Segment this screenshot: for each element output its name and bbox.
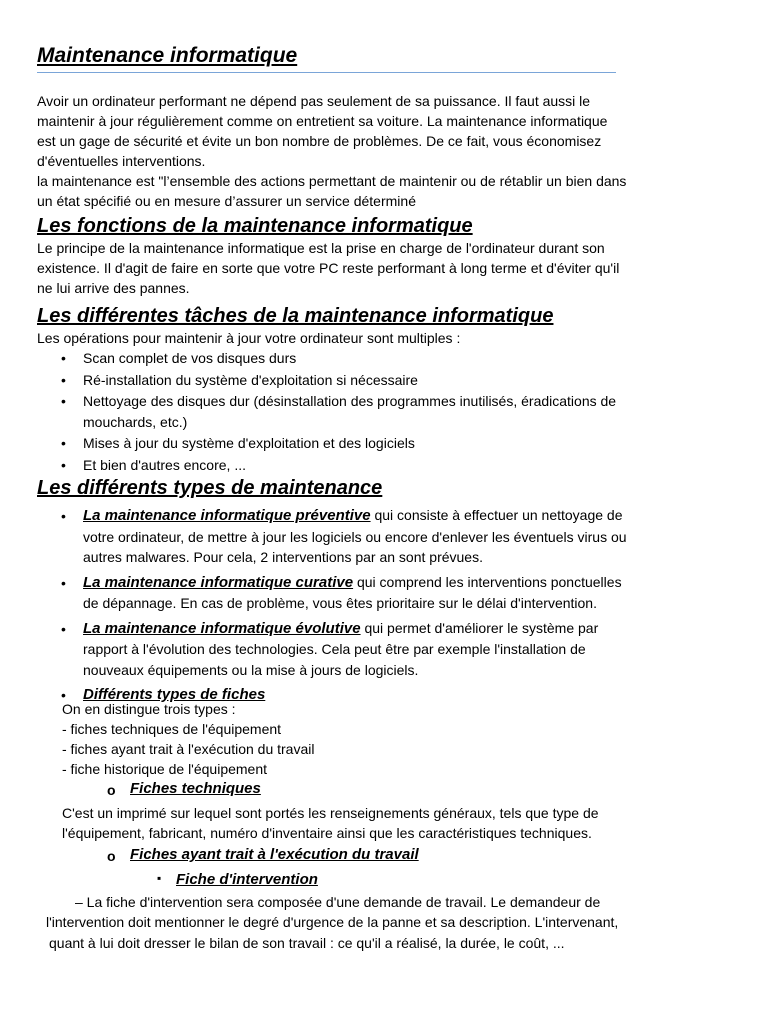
section-tasks: [37, 304, 727, 476]
list-item-curative: [37, 572, 727, 614]
tasks-list: [37, 348, 727, 475]
section-types: [37, 476, 727, 710]
list-item: • Et bien d'autres encore, ...: [37, 455, 727, 476]
fiches-intro: On en distingue trois types :: [62, 701, 236, 717]
functions-line: existence. Il d'agit de faire en sorte que votre PC reste performant à long terme et d'éviter qu'il: [37, 260, 620, 276]
preventive-text: votre ordinateur, de mettre à jour les logiciels ou encore d'enlever les éventuels virus ou: [83, 528, 627, 545]
preventive-text: qui consiste à effectuer un nettoyage de: [370, 507, 623, 523]
curative-text: de dépannage. En cas de problème, vous êtes prioritaire sur le délai d'intervention.: [83, 595, 597, 611]
fiche-intervention-text: l'intervention doit mentionner le degré d'urgence de la panne et sa description. L'intervenant,: [46, 914, 619, 930]
types-list: [37, 505, 727, 706]
functions-line: Le principe de la maintenance informatique est la prise en charge de l'ordinateur durant son: [37, 240, 605, 256]
circle-bullet-icon: o: [107, 848, 116, 864]
fiches-item: - fiche historique de l'équipement: [62, 761, 268, 777]
fiches-techniques-heading: Fiches techniques: [130, 780, 261, 797]
list-item: • Ré-installation du système d'exploitation si nécessaire: [37, 370, 727, 391]
intro-line: est un gage de sécurité et évite un bon nombre de problèmes. De ce fait, vous économisez: [37, 133, 602, 149]
intro-line: la maintenance est "l’ensemble des actions permettant de maintenir ou de rétablir un bien dans: [37, 173, 627, 189]
fiche-intervention-text: quant à lui doit dresser le bilan de son travail : ce qu'il a réalisé, la durée, le coût, ...: [49, 935, 565, 951]
evolutive-text: rapport à l'évolution des technologies. Cela peut être par exemple l'installation de: [83, 641, 586, 657]
circle-bullet-icon: o: [107, 782, 116, 798]
section-heading: Les différentes tâches de la maintenance informatique: [37, 305, 554, 327]
list-item: • Mises à jour du système d'exploitation et des logiciels: [37, 433, 727, 454]
term-evolutive: La maintenance informatique évolutive: [83, 619, 361, 637]
list-item-preventive: [37, 505, 727, 568]
intro-line: maintenir à jour régulièrement comme on entretient sa voiture. La maintenance informatique: [37, 113, 608, 129]
list-item-text: Nettoyage des disques dur (désinstallation des programmes inutilisés, éradications de: [83, 393, 617, 409]
intro-paragraph: [37, 91, 727, 211]
section-functions: [37, 214, 727, 298]
tasks-intro: Les opérations pour maintenir à jour votre ordinateur sont multiples :: [37, 330, 461, 346]
fiches-execution-heading: Fiches ayant trait à l'exécution du travail: [130, 846, 419, 863]
evolutive-text: nouveaux équipements ou la mise à jours de logiciels.: [83, 661, 419, 678]
list-item-evolutive: [37, 618, 727, 681]
page-title: Maintenance informatique: [37, 44, 298, 67]
fiches-techniques-text: C'est un imprimé sur lequel sont portés les renseignements généraux, tels que type de: [62, 805, 599, 821]
fiches-techniques-text: l'équipement, fabricant, numéro d'inventaire ainsi que les caractéristiques techniques.: [62, 825, 592, 841]
intro-line: un état spécifié ou en mesure d’assurer un service déterminé: [37, 193, 416, 209]
preventive-text: autres malwares. Pour cela, 2 interventions par an sont prévues.: [83, 549, 483, 565]
term-preventive: La maintenance informatique préventive: [83, 507, 371, 524]
term-curative: La maintenance informatique curative: [83, 573, 354, 591]
evolutive-text: qui permet d'améliorer le système par: [360, 619, 599, 636]
intro-line: d'éventuelles interventions.: [37, 153, 206, 169]
list-item-text-cont: mouchards, etc.): [83, 413, 188, 430]
fiche-intervention-heading: Fiche d'intervention: [176, 871, 318, 888]
functions-line: ne lui arrive des pannes.: [37, 280, 190, 296]
square-bullet-icon: ▪: [157, 871, 162, 885]
fiches-item: - fiches techniques de l'équipement: [62, 721, 282, 737]
title-underline-rule: [37, 72, 616, 73]
section-heading: Les fonctions de la maintenance informatique: [37, 215, 473, 237]
term-fiches: Différents types de fiches: [83, 686, 266, 703]
list-item: [37, 391, 727, 432]
intro-line: Avoir un ordinateur performant ne dépend pas seulement de sa puissance. Il faut aussi le: [37, 93, 591, 109]
fiches-item: - fiches ayant trait à l'exécution du travail: [62, 741, 315, 757]
fiche-intervention-text: – La fiche d'intervention sera composée d'une demande de travail. Le demandeur de: [75, 894, 601, 910]
section-heading: Les différents types de maintenance: [37, 477, 383, 499]
curative-text: qui comprend les interventions ponctuelles: [353, 573, 622, 590]
list-item: • Scan complet de vos disques durs: [37, 348, 727, 369]
